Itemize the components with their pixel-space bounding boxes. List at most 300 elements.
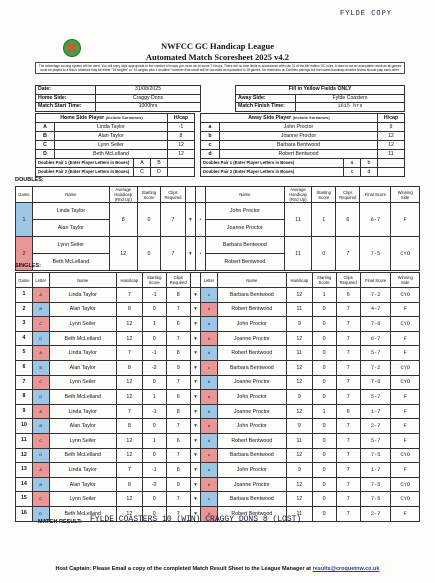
singles-home-handicap: 8	[116, 477, 142, 492]
home-player-hcap: 12	[168, 150, 195, 159]
doubles-title: DOUBLES:	[15, 177, 44, 183]
singles-home-letter: D	[32, 331, 49, 346]
singles-final-score: 1-7	[360, 404, 391, 419]
singles-marker: ▾	[190, 360, 200, 375]
doubles-col-game: Game	[16, 187, 33, 203]
singles-final-score: 5-7	[360, 346, 391, 361]
singles-col-away-start: Starting Score	[312, 273, 336, 288]
singles-game-number: 15	[16, 492, 33, 507]
doubles-home-player: Alan Taylor	[32, 220, 109, 237]
singles-home-start: 0	[142, 302, 166, 317]
singles-away-clips: 7	[336, 317, 360, 332]
singles-away-clips: 7	[336, 492, 360, 507]
singles-home-name: Linda Taylor	[49, 346, 116, 361]
singles-home-handicap: 12	[116, 317, 142, 332]
doubles-home-player: Lynn Seiler	[32, 237, 109, 254]
singles-winning-side: F	[391, 404, 420, 419]
page-subtitle: Automated Match Scoresheet 2025 v4.2	[145, 52, 290, 62]
away-pair-spacer	[378, 168, 405, 177]
singles-home-name: Alan Taylor	[49, 419, 116, 434]
home-pair-letter-b: B	[151, 159, 168, 168]
singles-final-score: 7-5	[360, 448, 391, 463]
singles-title: SINGLES:	[15, 263, 41, 269]
match-result-label: MATCH RESULT:	[38, 519, 82, 525]
doubles-col-home-name: Name	[32, 187, 109, 203]
singles-home-start: -2	[142, 477, 166, 492]
singles-final-score: 7-6	[360, 375, 391, 390]
singles-game-number: 11	[16, 433, 33, 448]
away-players-header: Away Side Player	[248, 115, 292, 121]
singles-home-letter: C	[32, 492, 49, 507]
singles-away-handicap: 9	[286, 419, 312, 434]
away-player-hcap: 12	[378, 141, 405, 150]
singles-away-letter: b	[201, 375, 218, 390]
away-player-row	[201, 150, 405, 159]
singles-home-clips: 7	[166, 448, 190, 463]
rules-notice: The advantage scoring system will be used. You will carry clips appropriate to the number of hoops you must run to score 7 Hoops. There are no time limits in accordance with rule 21 of the 6th edition GC rules. A draw is not an acceptable result as all games must be played to a finish. Matches may be either "16 singles" or "16 singles plus 1 doubles" however final result will be recorded as equivalent to 18 games. No restriction on Doubles pairings but the lowest handicap doubles teams should play each other.	[35, 62, 405, 74]
doubles-col-away-clips: Clips Required	[336, 187, 360, 203]
away-player-row	[201, 123, 405, 132]
singles-home-handicap: 7	[116, 288, 142, 303]
home-player-hcap: -1	[168, 123, 195, 132]
singles-away-clips: 6	[336, 288, 360, 303]
singles-home-start: -1	[142, 404, 166, 419]
singles-away-start: 0	[312, 375, 336, 390]
singles-final-score: 5-7	[360, 433, 391, 448]
home-pair-letter-a: C	[134, 168, 151, 177]
singles-home-clips: 6	[166, 390, 190, 405]
singles-away-handicap: 9	[286, 390, 312, 405]
home-player-letter: D	[36, 150, 55, 159]
singles-home-handicap: 12	[116, 492, 142, 507]
doubles-final-score: 7-5	[360, 237, 391, 271]
singles-home-name: Beth McLelland	[49, 331, 116, 346]
singles-home-handicap: 12	[116, 390, 142, 405]
singles-away-letter: a	[201, 463, 218, 478]
singles-col-home-name: Name	[49, 273, 116, 288]
away-side-value: Fylde Coasters	[296, 94, 405, 103]
singles-away-name: Barbara Bentwood	[217, 288, 286, 303]
singles-home-handicap: 12	[116, 448, 142, 463]
singles-marker: ▾	[190, 317, 200, 332]
singles-home-name: Alan Taylor	[49, 302, 116, 317]
away-pair-letter-b: b	[361, 159, 378, 168]
home-player-name: Beth McLelland	[55, 150, 168, 159]
singles-winning-side: F	[391, 419, 420, 434]
singles-home-clips: 6	[166, 433, 190, 448]
singles-away-name: Robert Bentwood	[217, 433, 286, 448]
singles-col-final: Final Score	[360, 273, 391, 288]
singles-game-number: 4	[16, 331, 33, 346]
singles-winning-side: CYO	[391, 375, 420, 390]
singles-home-name: Beth McLelland	[49, 506, 116, 521]
away-players-table	[200, 113, 405, 177]
singles-home-clips: 7	[166, 375, 190, 390]
singles-away-letter: b	[201, 477, 218, 492]
singles-home-handicap: 8	[116, 302, 142, 317]
singles-away-letter: a	[201, 419, 218, 434]
singles-game-number: 3	[16, 317, 33, 332]
singles-home-clips: 8	[166, 346, 190, 361]
singles-marker: ▾	[190, 477, 200, 492]
singles-home-clips: 7	[166, 492, 190, 507]
doubles-col-home-clips: Clips Required	[161, 187, 185, 203]
away-player-hcap: 11	[378, 150, 405, 159]
singles-home-handicap: 8	[116, 360, 142, 375]
singles-home-start: -2	[142, 360, 166, 375]
singles-away-letter: c	[201, 448, 218, 463]
singles-away-clips: 7	[336, 433, 360, 448]
doubles-away-player: Robert Bentwood	[206, 254, 285, 271]
singles-home-name: Alan Taylor	[49, 360, 116, 375]
singles-away-handicap: 12	[286, 404, 312, 419]
singles-winning-side: CYO	[391, 288, 420, 303]
away-player-row	[201, 132, 405, 141]
singles-away-clips: 7	[336, 506, 360, 521]
doubles-winning-side: CYO	[391, 237, 420, 271]
singles-away-handicap: 12	[286, 375, 312, 390]
singles-away-name: Barbara Bentwood	[217, 360, 286, 375]
doubles-away-player: Joanne Proctor	[206, 220, 285, 237]
singles-home-clips: 7	[166, 506, 190, 521]
singles-away-start: 1	[312, 404, 336, 419]
singles-home-letter: B	[32, 419, 49, 434]
doubles-home-hc: 7	[161, 203, 185, 237]
singles-away-name: Joanne Proctor	[217, 477, 286, 492]
doubles-home-hh: 8	[109, 203, 137, 237]
singles-home-letter: A	[32, 463, 49, 478]
singles-row	[16, 360, 420, 375]
away-player-name: John Proctor	[220, 123, 378, 132]
singles-home-name: Lynn Seiler	[49, 433, 116, 448]
doubles-col-away-name: Name	[206, 187, 285, 203]
doubles-home-player: Beth McLelland	[32, 254, 109, 271]
away-pair-letter-a: c	[344, 168, 361, 177]
singles-home-handicap: 12	[116, 331, 142, 346]
singles-away-name: Joanne Proctor	[217, 331, 286, 346]
singles-away-letter: d	[201, 302, 218, 317]
singles-away-name: Robert Bentwood	[217, 506, 286, 521]
away-player-name: Robert Bentwood	[220, 150, 378, 159]
singles-away-start: 1	[312, 288, 336, 303]
home-player-letter: C	[36, 141, 55, 150]
singles-row	[16, 404, 420, 419]
singles-away-letter: c	[201, 360, 218, 375]
singles-away-letter: d	[201, 506, 218, 521]
singles-marker: ▾	[190, 302, 200, 317]
home-pair-letter-a: A	[134, 159, 151, 168]
finish-time-value: 1615 hrs	[296, 103, 405, 112]
away-player-letter: a	[201, 123, 220, 132]
singles-marker: ▾	[190, 419, 200, 434]
singles-away-clips: 7	[336, 419, 360, 434]
home-player-row	[36, 150, 195, 159]
singles-final-score: 7-5	[360, 492, 391, 507]
singles-home-letter: C	[32, 433, 49, 448]
singles-away-clips: 7	[336, 448, 360, 463]
singles-away-name: John Proctor	[217, 390, 286, 405]
doubles-table	[15, 186, 420, 271]
away-doubles-pair-row	[201, 168, 405, 177]
home-doubles-pair-row	[36, 159, 195, 168]
singles-away-start: 0	[312, 448, 336, 463]
singles-away-handicap: 11	[286, 302, 312, 317]
singles-home-start: 0	[142, 331, 166, 346]
singles-row	[16, 477, 420, 492]
doubles-col-home-start: Starting Score	[137, 187, 161, 203]
singles-home-name: Linda Taylor	[49, 288, 116, 303]
singles-home-clips: 7	[166, 419, 190, 434]
singles-away-clips: 7	[336, 346, 360, 361]
singles-away-handicap: 12	[286, 492, 312, 507]
home-include-note: (Include Surnames)	[105, 115, 143, 120]
singles-home-handicap: 12	[116, 506, 142, 521]
singles-final-score: 2-7	[360, 419, 391, 434]
singles-home-clips: 7	[166, 302, 190, 317]
doubles-home-hs: 0	[137, 203, 161, 237]
doubles-away-as: 0	[312, 237, 336, 271]
singles-away-handicap: 9	[286, 317, 312, 332]
home-player-name: Lynn Seiler	[55, 141, 168, 150]
singles-game-number: 16	[16, 506, 33, 521]
singles-col-away-name: Name	[217, 273, 286, 288]
singles-away-name: John Proctor	[217, 317, 286, 332]
singles-away-start: 0	[312, 433, 336, 448]
singles-row	[16, 331, 420, 346]
home-player-letter: B	[36, 132, 55, 141]
singles-away-name: Robert Bentwood	[217, 302, 286, 317]
home-player-row	[36, 132, 195, 141]
singles-home-name: Alan Taylor	[49, 477, 116, 492]
singles-winning-side: F	[391, 506, 420, 521]
singles-away-letter: d	[201, 433, 218, 448]
home-hcap-header: H/cap	[168, 114, 195, 123]
doubles-away-ah: 11	[284, 237, 312, 271]
doubles-away-as: 1	[312, 203, 336, 237]
singles-away-clips: 7	[336, 331, 360, 346]
home-doubles-pair-row	[36, 168, 195, 177]
match-info-table	[35, 85, 405, 112]
singles-home-name: Linda Taylor	[49, 463, 116, 478]
singles-row	[16, 390, 420, 405]
singles-away-start: 0	[312, 463, 336, 478]
results-email-link[interactable]: results@croquetnw.co.uk	[312, 566, 380, 572]
singles-home-letter: B	[32, 477, 49, 492]
doubles-col-winning: Winning Side	[391, 187, 420, 203]
doubles-away-ac: 7	[336, 237, 360, 271]
singles-away-handicap: 12	[286, 448, 312, 463]
doubles-game-number: 1	[16, 203, 33, 237]
singles-away-name: Barbara Bentwood	[217, 492, 286, 507]
singles-home-clips: 6	[166, 317, 190, 332]
singles-col-away-letter: Letter	[201, 273, 218, 288]
singles-away-name: Joanne Proctor	[217, 375, 286, 390]
singles-final-score: 7-5	[360, 477, 391, 492]
singles-away-clips: 7	[336, 390, 360, 405]
singles-home-handicap: 12	[116, 375, 142, 390]
singles-col-winning: Winning Side	[391, 273, 420, 288]
singles-row	[16, 492, 420, 507]
singles-home-start: -1	[142, 346, 166, 361]
singles-away-name: John Proctor	[217, 463, 286, 478]
doubles-col-away-avg: Average Handicap (Rnd Up)	[284, 187, 312, 203]
home-player-hcap: 8	[168, 132, 195, 141]
singles-marker: ▾	[190, 288, 200, 303]
singles-col-home-clips: Clips Required	[166, 273, 190, 288]
home-pair-label: Doubles Pair 1 (Enter Player Letters in Boxes)	[36, 159, 134, 168]
doubles-home-player: Linda Taylor	[32, 203, 109, 220]
doubles-away-player: Barbara Bentwood	[206, 237, 285, 254]
singles-away-clips: 7	[336, 463, 360, 478]
singles-away-start: 0	[312, 360, 336, 375]
singles-final-score: 1-7	[360, 463, 391, 478]
singles-home-clips: 8	[166, 404, 190, 419]
singles-home-letter: A	[32, 288, 49, 303]
date-value: 31/08/2025	[96, 86, 201, 95]
singles-winning-side: F	[391, 463, 420, 478]
date-label: Date:	[36, 86, 96, 95]
singles-home-name: Lynn Seiler	[49, 492, 116, 507]
home-player-row	[36, 141, 195, 150]
singles-marker: ▾	[190, 346, 200, 361]
doubles-home-marker: ▾	[185, 237, 195, 271]
doubles-col-final: Final Score	[360, 187, 391, 203]
singles-home-name: Lynn Seiler	[49, 317, 116, 332]
away-pair-letter-b: d	[361, 168, 378, 177]
singles-away-letter: a	[201, 390, 218, 405]
singles-winning-side: F	[391, 302, 420, 317]
singles-away-start: 0	[312, 492, 336, 507]
singles-marker: ▾	[190, 448, 200, 463]
singles-marker: ▾	[190, 390, 200, 405]
singles-home-letter: B	[32, 360, 49, 375]
singles-home-name: Lynn Seiler	[49, 375, 116, 390]
singles-col-game: Game	[16, 273, 33, 288]
doubles-col-away-start: Starting Score	[312, 187, 336, 203]
singles-game-number: 5	[16, 346, 33, 361]
doubles-col-home-avg: Average Handicap (Rnd Up)	[109, 187, 137, 203]
doubles-final-score: 6-7	[360, 203, 391, 237]
singles-game-number: 13	[16, 463, 33, 478]
finish-time-label: Match Finish Time:	[236, 103, 296, 112]
singles-away-clips: 7	[336, 360, 360, 375]
away-player-letter: b	[201, 132, 220, 141]
singles-winning-side: F	[391, 346, 420, 361]
home-side-value: Craggy Dons	[96, 94, 201, 103]
footer-note	[0, 566, 435, 572]
singles-marker: ▾	[190, 404, 200, 419]
singles-away-start: 0	[312, 477, 336, 492]
singles-away-clips: 7	[336, 375, 360, 390]
home-side-label: Home Side:	[36, 94, 96, 103]
doubles-away-marker: •	[195, 203, 205, 237]
away-pair-letter-a: a	[344, 159, 361, 168]
singles-away-name: John Proctor	[217, 419, 286, 434]
singles-away-handicap: 12	[286, 288, 312, 303]
start-time-value: 1000hrs	[96, 103, 201, 112]
singles-away-start: 0	[312, 419, 336, 434]
singles-home-name: Beth McLelland	[49, 390, 116, 405]
away-player-name: Joanne Proctor	[220, 132, 378, 141]
singles-row	[16, 302, 420, 317]
page-title: NWFCC GC Handicap League	[160, 41, 275, 51]
doubles-home-marker: ▾	[185, 203, 195, 237]
singles-home-start: -1	[142, 288, 166, 303]
home-pair-letter-b: D	[151, 168, 168, 177]
away-doubles-pair-row	[201, 159, 405, 168]
singles-away-handicap: 9	[286, 463, 312, 478]
singles-away-name: Joanne Proctor	[217, 404, 286, 419]
singles-home-handicap: 8	[116, 419, 142, 434]
singles-home-name: Beth McLelland	[49, 448, 116, 463]
home-player-hcap: 12	[168, 141, 195, 150]
doubles-game-number: 2	[16, 237, 33, 271]
singles-col-home-handicap: Handicap	[116, 273, 142, 288]
doubles-home-hh: 12	[109, 237, 137, 271]
away-include-note: (Include Surnames)	[292, 115, 330, 120]
away-pair-spacer	[378, 159, 405, 168]
singles-home-start: -1	[142, 463, 166, 478]
singles-home-start: 0	[142, 375, 166, 390]
home-player-letter: A	[36, 123, 55, 132]
singles-game-number: 1	[16, 288, 33, 303]
singles-home-letter: A	[32, 346, 49, 361]
singles-home-start: 1	[142, 433, 166, 448]
singles-away-name: Robert Bentwood	[217, 346, 286, 361]
singles-away-letter: c	[201, 492, 218, 507]
doubles-away-marker: •	[195, 237, 205, 271]
singles-game-number: 12	[16, 448, 33, 463]
singles-home-clips: 8	[166, 463, 190, 478]
singles-final-score: 7-2	[360, 360, 391, 375]
singles-home-start: 0	[142, 448, 166, 463]
singles-row	[16, 288, 420, 303]
doubles-winning-side: F	[391, 203, 420, 237]
singles-away-handicap: 12	[286, 331, 312, 346]
away-pair-label: Doubles Pair 1 (Enter Player Letters in Boxes)	[201, 159, 344, 168]
singles-row	[16, 346, 420, 361]
singles-home-handicap: 7	[116, 404, 142, 419]
singles-away-handicap: 12	[286, 477, 312, 492]
singles-home-start: 0	[142, 492, 166, 507]
singles-away-clips: 6	[336, 404, 360, 419]
away-pair-label: Doubles Pair 2 (Enter Player Letters in Boxes)	[201, 168, 344, 177]
singles-marker: ▾	[190, 331, 200, 346]
doubles-row	[16, 237, 420, 254]
singles-marker: ▾	[190, 463, 200, 478]
singles-home-clips: 7	[166, 331, 190, 346]
singles-game-number: 6	[16, 360, 33, 375]
home-pair-spacer	[168, 168, 195, 177]
singles-away-letter: c	[201, 288, 218, 303]
match-result-value: FYLDE COASTERS 10 (WIN) CRAGGY DONS 8 (LOST)	[90, 515, 302, 524]
singles-marker: ▾	[190, 506, 200, 521]
corner-note: FYLDE COPY	[340, 10, 393, 18]
away-side-label: Away Side:	[236, 94, 296, 103]
singles-home-start: 0	[142, 506, 166, 521]
singles-away-handicap: 12	[286, 360, 312, 375]
singles-home-letter: C	[32, 317, 49, 332]
singles-home-handicap: 12	[116, 433, 142, 448]
singles-table	[15, 272, 420, 522]
away-hcap-header: H/cap	[378, 114, 405, 123]
singles-home-clips: 9	[166, 360, 190, 375]
singles-marker: ▾	[190, 433, 200, 448]
home-pair-spacer	[168, 159, 195, 168]
singles-away-handicap: 11	[286, 433, 312, 448]
singles-winning-side: F	[391, 331, 420, 346]
away-player-hcap: 12	[378, 132, 405, 141]
